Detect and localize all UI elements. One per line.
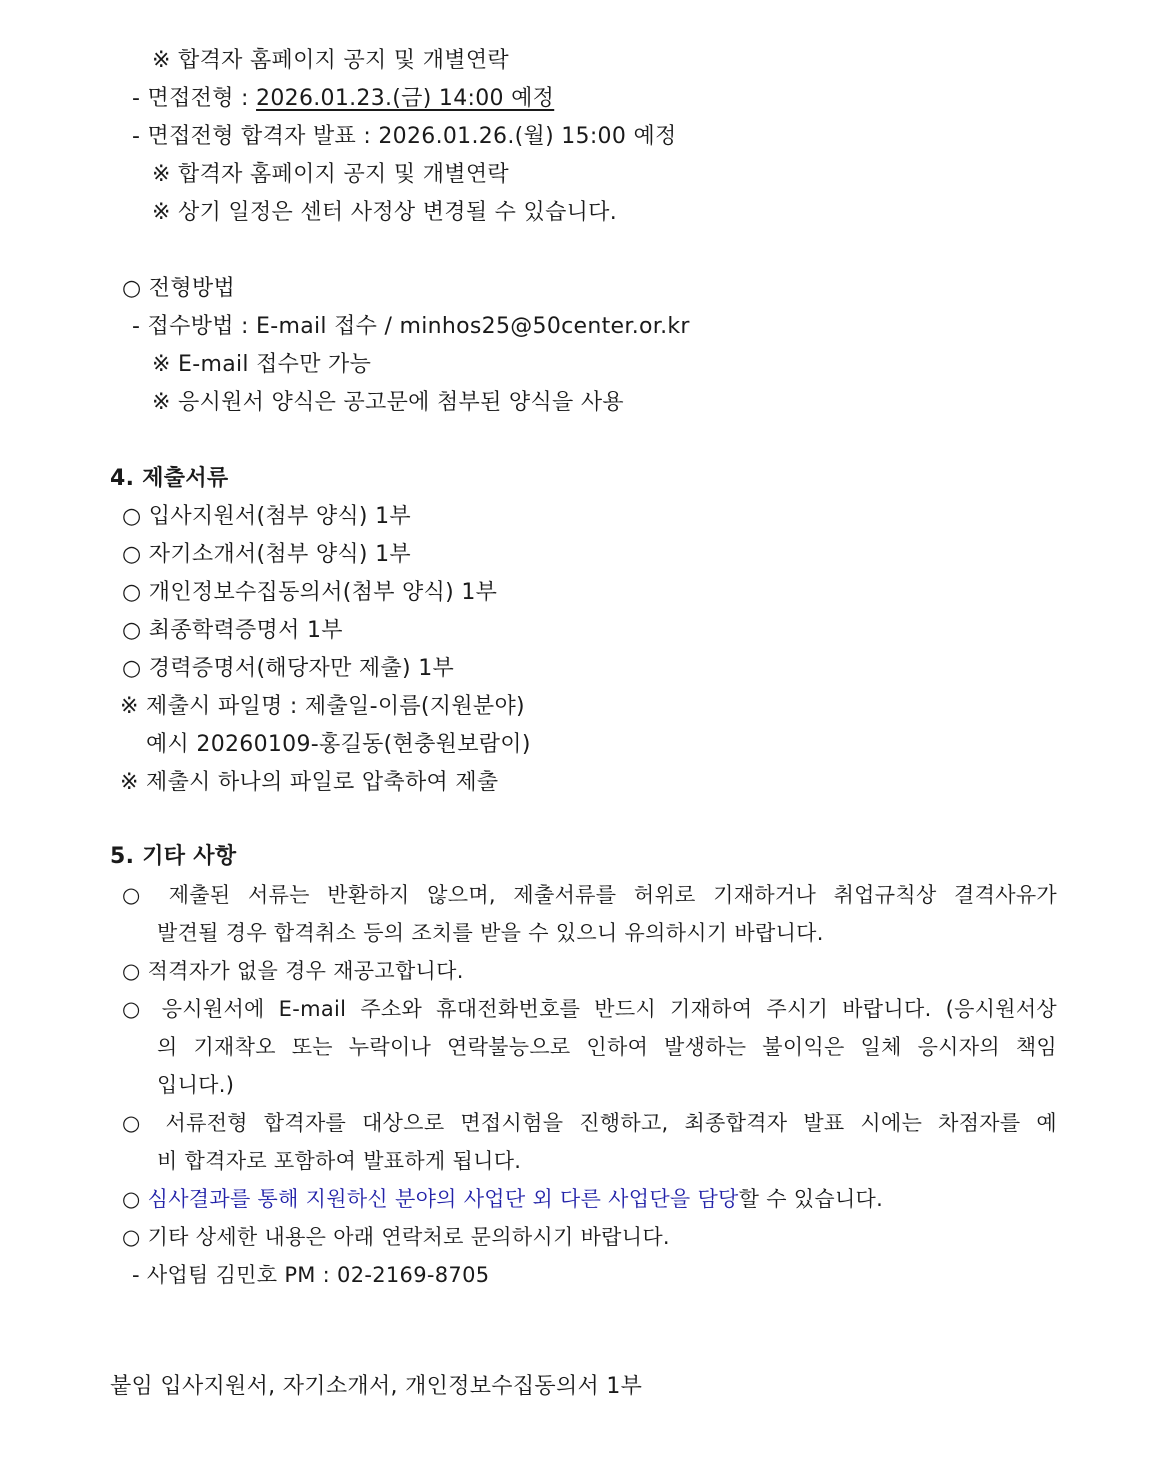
etc-item-interview-line1: ○ 서류전형 합격자를 대상으로 면접시험을 진행하고, 최종합격자 발표 시에는 차점자를 예 bbox=[122, 1111, 1057, 1135]
interview-label: - 면접전형 : bbox=[132, 86, 257, 111]
etc-item-application-line2: 의 기재착오 또는 누락이나 연락불능으로 인하여 발생하는 불이익은 일체 응시자의 책임 bbox=[157, 1035, 1057, 1059]
method-title: ○ 전형방법 bbox=[122, 276, 235, 301]
etc-item-documents-line2: 발견될 경우 합격취소 등의 조치를 받을 수 있으니 유의하시기 바랍니다. bbox=[157, 921, 824, 945]
interview-date: 2026.01.23.(금) 14:00 예정 bbox=[256, 86, 555, 111]
etc-heading: 5. 기타 사항 bbox=[110, 844, 237, 869]
interview-result-schedule: - 면접전형 합격자 발표 : 2026.01.26.(월) 15:00 예정 bbox=[132, 124, 677, 149]
etc-item-documents-line1: ○ 제출된 서류는 반환하지 않으며, 제출서류를 허위로 기재하거나 취업규칙상 결격사유가 bbox=[122, 883, 1057, 907]
schedule-note-announce-2: ※ 합격자 홈페이지 공지 및 개별연락 bbox=[152, 162, 509, 187]
document-item: ○ 입사지원서(첨부 양식) 1부 bbox=[122, 504, 411, 529]
document-item: ○ 개인정보수집동의서(첨부 양식) 1부 bbox=[122, 580, 498, 605]
etc-item-application-line1: ○ 응시원서에 E-mail 주소와 휴대전화번호를 반드시 기재하여 주시기 바랍니다. (응시원서상 bbox=[122, 997, 1057, 1021]
etc-item-interview-line2: 비 합격자로 포함하여 발표하게 됩니다. bbox=[157, 1149, 522, 1173]
etc-item-assignment bbox=[122, 1184, 883, 1214]
filename-example: 예시 20260109-홍길동(현충원보람이) bbox=[146, 732, 531, 757]
etc-item-marker: ○ bbox=[122, 1187, 148, 1211]
receipt-method: - 접수방법 : E-mail 접수 / minhos25@50center.or.kr bbox=[132, 314, 690, 339]
documents-heading: 4. 제출서류 bbox=[110, 466, 229, 491]
etc-item-inquiry: ○ 기타 상세한 내용은 아래 연락처로 문의하시기 바랍니다. bbox=[122, 1225, 670, 1249]
document-item: ○ 경력증명서(해당자만 제출) 1부 bbox=[122, 656, 455, 681]
form-usage-note: ※ 응시원서 양식은 공고문에 첨부된 양식을 사용 bbox=[152, 390, 624, 415]
contact-info: - 사업팀 김민호 PM : 02-2169-8705 bbox=[132, 1263, 490, 1287]
etc-item-application-line3: 입니다.) bbox=[157, 1073, 235, 1097]
document-item: ○ 자기소개서(첨부 양식) 1부 bbox=[122, 542, 411, 567]
attachment-note: 붙임 입사지원서, 자기소개서, 개인정보수집동의서 1부 bbox=[110, 1374, 643, 1399]
schedule-change-note: ※ 상기 일정은 센터 사정상 변경될 수 있습니다. bbox=[152, 200, 618, 225]
email-only-note: ※ E-mail 접수만 가능 bbox=[152, 352, 372, 377]
document-item: ○ 최종학력증명서 1부 bbox=[122, 618, 343, 643]
etc-item-readvertise: ○ 적격자가 없을 경우 재공고합니다. bbox=[122, 959, 464, 983]
filename-note: ※ 제출시 파일명 : 제출일-이름(지원분야) bbox=[120, 694, 525, 719]
schedule-note-announce: ※ 합격자 홈페이지 공지 및 개별연락 bbox=[152, 48, 509, 73]
interview-schedule bbox=[132, 84, 554, 114]
assignment-highlight: 심사결과를 통해 지원하신 분야의 사업단 외 다른 사업단을 담당 bbox=[147, 1187, 739, 1211]
assignment-rest: 할 수 있습니다. bbox=[738, 1187, 884, 1211]
zip-note: ※ 제출시 하나의 파일로 압축하여 제출 bbox=[120, 770, 499, 795]
